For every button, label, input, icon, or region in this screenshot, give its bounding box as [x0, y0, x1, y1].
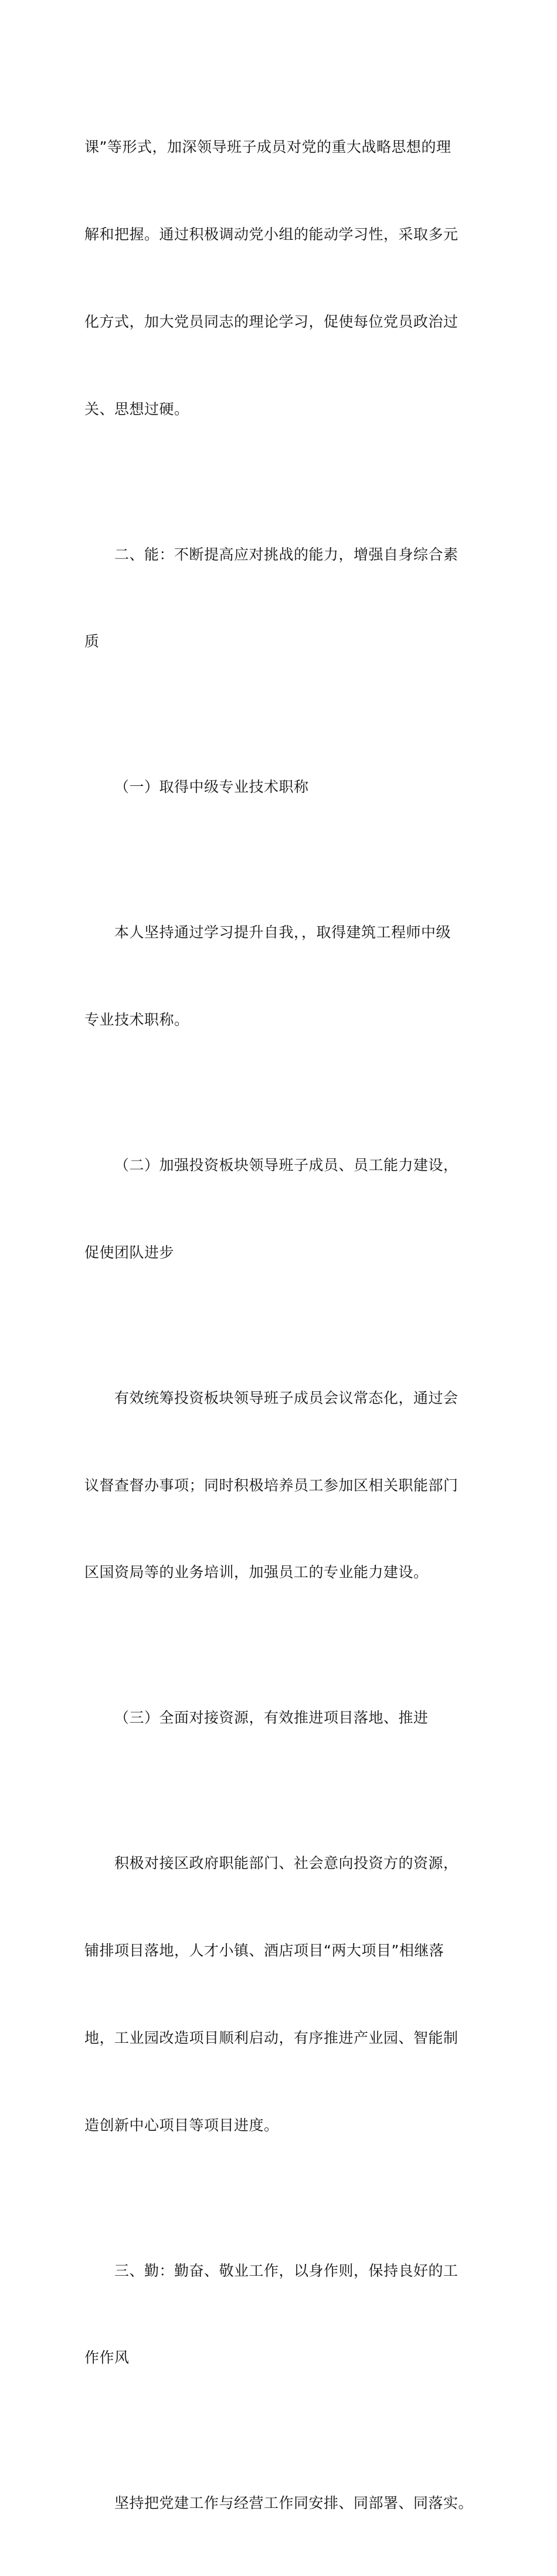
- text-line: 解和把握。通过积极调动党小组的能动学习性，采取多元: [84, 225, 458, 243]
- text-line: 三、勤：勤奋、敬业工作，以身作则，保持良好的工: [114, 2262, 458, 2279]
- text-line: 铺排项目落地，人才小镇、酒店项目“两大项目”相继落: [84, 1942, 444, 1959]
- subheading-2-3: [84, 1645, 483, 1791]
- paragraph-2-2: [84, 1326, 483, 1646]
- subheading-2-1: [84, 714, 483, 860]
- paragraph-2-3: [84, 1791, 483, 2198]
- text-line: 有效统筹投资板块领导班子成员会议常态化，通过会: [114, 1389, 458, 1406]
- text-line: 质: [84, 633, 100, 650]
- text-line: 促使团队进步: [84, 1243, 175, 1261]
- paragraph-1: [84, 74, 483, 482]
- section-heading-3: [84, 2198, 483, 2431]
- text-line: 议督查督办事项；同时积极培养员工参加区相关职能部门: [84, 1476, 458, 1494]
- document-body: [84, 74, 483, 2576]
- section-heading-2: [84, 482, 483, 714]
- text-line: 关、思想过硬。: [84, 400, 189, 418]
- text-line: 坚持把党建工作与经营工作同安排、同部署、同落实。: [114, 2494, 474, 2512]
- text-line: 区国资局等的业务培训，加强员工的专业能力建设。: [84, 1564, 429, 1581]
- text-line: 地，工业园改造项目顺利启动，有序推进产业园、智能制: [84, 2029, 458, 2046]
- text-line: 课”等形式，加深领导班子成员对党的重大战略思想的理: [84, 138, 451, 156]
- text-line: 二、能：不断提高应对挑战的能力，增强自身综合素: [114, 545, 458, 563]
- paragraph-3: [84, 2431, 483, 2576]
- text-line: （一）取得中级专业技术职称: [114, 778, 309, 796]
- text-line: 本人坚持通过学习提升自我，，取得建筑工程师中级: [114, 924, 451, 941]
- text-line: 造创新中心项目等项目进度。: [84, 2116, 279, 2134]
- text-line: 专业技术职称。: [84, 1011, 189, 1028]
- text-line: 作作风: [84, 2349, 130, 2367]
- text-line: 积极对接区政府职能部门、社会意向投资方的资源，: [114, 1855, 458, 1872]
- text-line: 化方式，加大党员同志的理论学习，促使每位党员政治过: [84, 313, 458, 330]
- subheading-2-2: [84, 1093, 483, 1326]
- text-line: （二）加强投资板块领导班子成员、员工能力建设，: [114, 1156, 458, 1174]
- paragraph-2-1: [84, 860, 483, 1093]
- text-line: （三）全面对接资源，有效推进项目落地、推进: [114, 1709, 429, 1727]
